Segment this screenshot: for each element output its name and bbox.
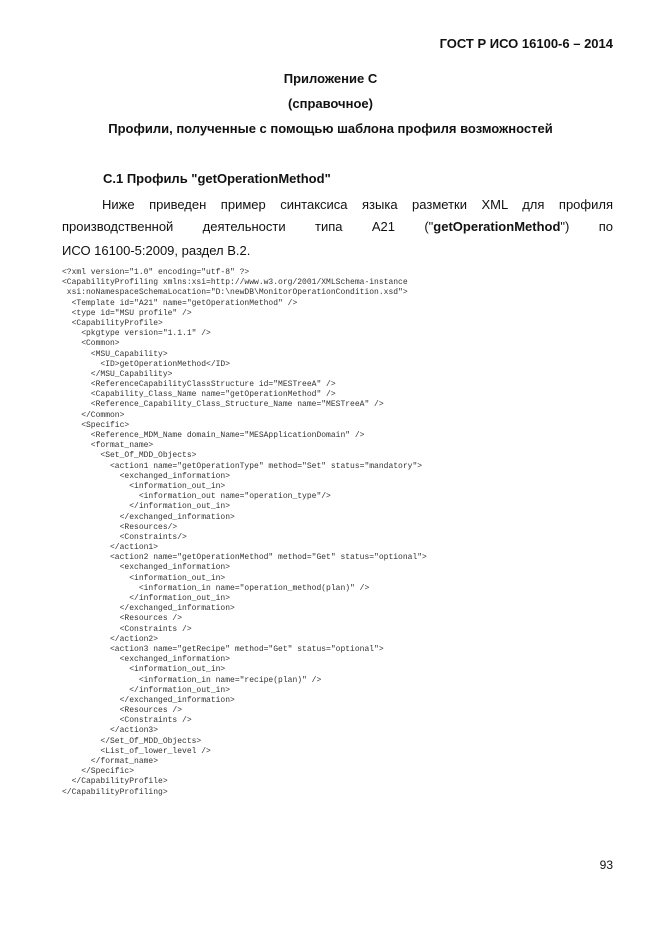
- code-line: <information_out name="operation_type"/>: [62, 492, 331, 502]
- code-line: <action2 name="getOperationMethod" method="Get" status="optional">: [62, 553, 427, 563]
- code-line: <List_of_lower_level />: [62, 746, 211, 756]
- code-line: <Template id="A21" name="getOperationMethod" />: [62, 298, 298, 308]
- code-line: <CapabilityProfiling xmlns:xsi=http://www.w3.org/2001/XMLSchema-instance: [62, 278, 408, 288]
- code-line: </CapabilityProfiling>: [62, 787, 168, 797]
- document-header: ГОСТ Р ИСО 16100-6 – 2014: [439, 36, 613, 51]
- paragraph-line-3: ИСО 16100-5:2009, раздел В.2.: [62, 243, 251, 258]
- code-line: </Set_Of_MDD_Objects>: [62, 736, 202, 746]
- code-line: <MSU_Capability>: [62, 349, 168, 359]
- code-line: <exchanged_information>: [62, 471, 231, 481]
- code-line: </exchanged_information>: [62, 512, 235, 522]
- section-heading: С.1 Профиль "getOperationMethod": [103, 171, 331, 186]
- code-line: <?xml version="1.0" encoding="utf-8" ?>: [62, 268, 250, 277]
- code-line: <pkgtype version="1.1.1" />: [62, 329, 211, 339]
- code-line: <ID>getOperationMethod</ID>: [62, 359, 231, 369]
- paragraph-profile-name: getOperationMethod: [433, 219, 561, 234]
- code-line: <Resources />: [62, 706, 183, 716]
- code-line: </exchanged_information>: [62, 604, 235, 614]
- code-line: <information_out_in>: [62, 573, 226, 583]
- code-line: <action1 name="getOperationType" method="Set" status="mandatory">: [62, 461, 423, 471]
- code-line: <CapabilityProfile>: [62, 318, 163, 328]
- code-line: <exchanged_information>: [62, 563, 231, 573]
- code-line: <action3 name="getRecipe" method="Get" status="optional">: [62, 644, 384, 654]
- xml-code-block: [62, 268, 622, 798]
- code-line: <Reference_MDM_Name domain_Name="MESApplicationDomain" />: [62, 431, 365, 440]
- code-line: </CapabilityProfile>: [62, 777, 168, 787]
- code-line: </information_out_in>: [62, 594, 231, 603]
- code-line: </information_out_in>: [62, 685, 231, 695]
- code-line: <format_name>: [62, 441, 154, 451]
- code-line: <Constraints/>: [62, 532, 187, 542]
- code-line: <Resources />: [62, 614, 183, 624]
- code-line: </Specific>: [62, 767, 135, 777]
- code-line: <Common>: [62, 339, 120, 349]
- code-line: <exchanged_information>: [62, 655, 231, 665]
- code-line: <information_in name="recipe(plan)" />: [62, 675, 322, 685]
- code-line: </action1>: [62, 543, 159, 553]
- page-number: 93: [599, 858, 613, 872]
- code-line: </Common>: [62, 410, 125, 420]
- code-line: </format_name>: [62, 757, 159, 766]
- code-line: <Resources/>: [62, 522, 178, 532]
- code-line: <ReferenceCapabilityClassStructure id="MESTreeA" />: [62, 380, 336, 390]
- code-line: </MSU_Capability>: [62, 369, 173, 379]
- code-line: xsi:noNamespaceSchemaLocation="D:\newDB\MonitorOperationCondition.xsd">: [62, 288, 408, 298]
- code-line: </information_out_in>: [62, 502, 231, 512]
- code-line: <Capability_Class_Name name="getOperationMethod" />: [62, 390, 336, 400]
- paragraph-line-2-start: производственной деятельности типа А21 (": [62, 219, 434, 234]
- code-line: <information_out_in>: [62, 481, 226, 491]
- code-line: <information_out_in>: [62, 665, 226, 675]
- code-line: <Set_Of_MDD_Objects>: [62, 451, 197, 461]
- code-line: <type id="MSU profile" />: [62, 308, 192, 318]
- code-line: </exchanged_information>: [62, 695, 235, 705]
- paragraph-line-2: [62, 219, 613, 234]
- annex-title: Приложение С: [283, 71, 378, 86]
- code-line: </action3>: [62, 726, 159, 736]
- code-line: <Specific>: [62, 420, 130, 430]
- code-line: <Constraints />: [62, 624, 192, 634]
- paragraph-line-1: Ниже приведен пример синтаксиса языка разметки XML для профиля: [102, 197, 613, 212]
- annex-type: (справочное): [288, 96, 373, 111]
- annex-heading: Профили, полученные с помощью шаблона профиля возможностей: [108, 121, 553, 136]
- code-line: <information_in name="operation_method(plan)" />: [62, 583, 370, 593]
- paragraph-line-2-end: ") по: [560, 219, 613, 234]
- code-line: <Constraints />: [62, 716, 192, 726]
- code-line: </action2>: [62, 634, 159, 644]
- code-line: <Reference_Capability_Class_Structure_Name name="MESTreeA" />: [62, 400, 384, 410]
